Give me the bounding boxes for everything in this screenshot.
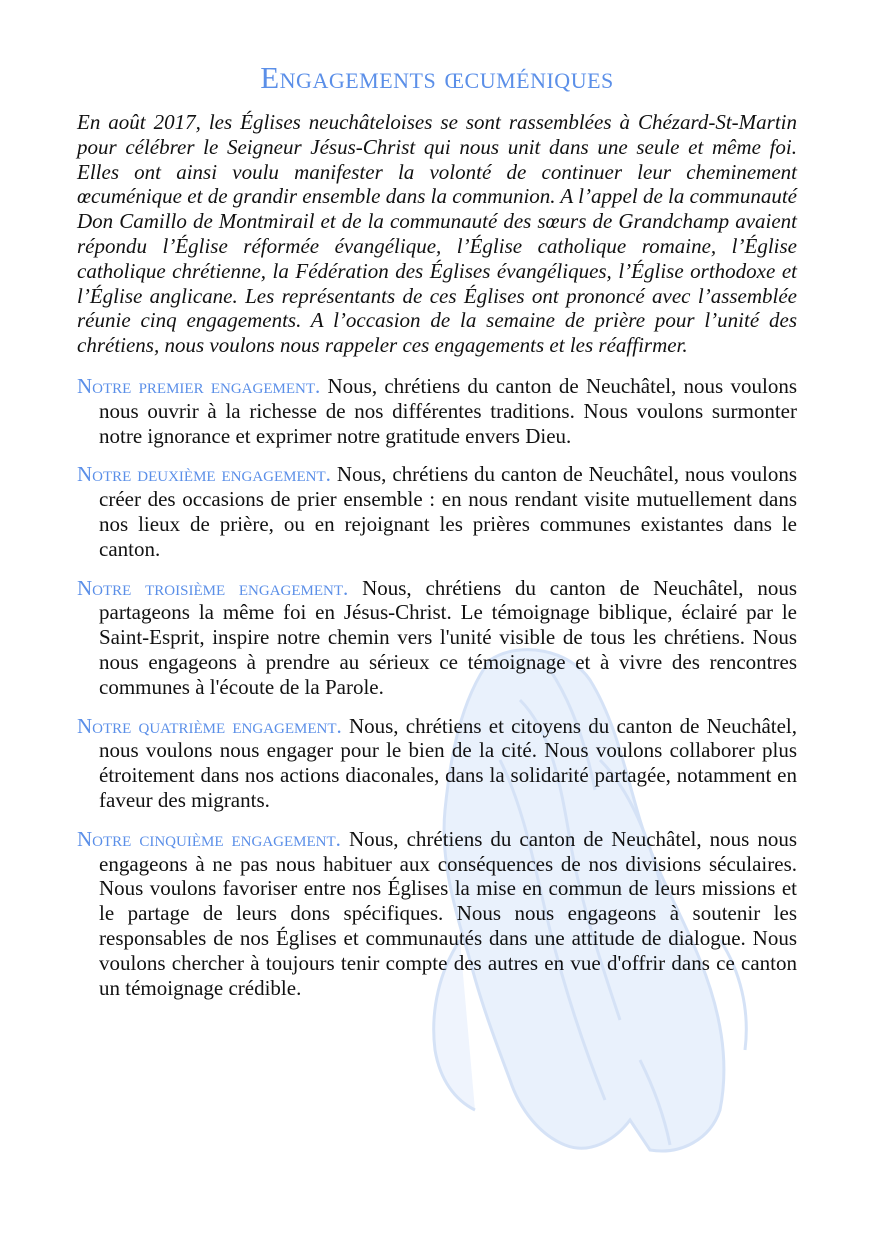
engagement-heading: Notre deuxième engagement.: [77, 462, 331, 487]
engagement-5: [77, 827, 797, 1001]
engagement-2: [77, 462, 797, 561]
engagement-1: [77, 374, 797, 448]
engagement-text: Nous, chrétiens et citoyens du canton de Neuchâtel, nous voulons nous engager pour le bien de la cité. Nous voulons collaborer plus étroitement dans nos actions diaconales, dans la solidarité partagée, notamment en faveur des migrants.: [99, 713, 798, 812]
engagement-3: [77, 576, 797, 700]
document-page: [77, 58, 797, 1014]
engagement-heading: Notre premier engagement.: [77, 373, 321, 398]
engagement-heading: Notre quatrième engagement.: [77, 713, 342, 738]
engagement-4: [77, 714, 797, 813]
engagement-heading: Notre troisième engagement.: [77, 575, 349, 600]
engagement-heading: Notre cinquième engagement.: [77, 826, 341, 851]
intro-paragraph: En août 2017, les Églises neuchâteloises se sont rassemblées à Chézard-St-Martin pour célébrer le Seigneur Jésus-Christ qui nous unit dans une seule et même foi. Elles ont ainsi voulu manifester la volonté de continuer leur cheminement œcuménique et de grandir ensemble dans la communion. A l’appel de la communauté Don Camillo de Montmirail et de la communauté des sœurs de Grandchamp avaient répondu l’Église réformée évangélique, l’Église catholique romaine, l’Église catholique chrétienne, la Fédération des Églises évangéliques, l’Église orthodoxe et l’Église anglicane. Les représentants de ces Églises ont prononcé avec l’assemblée réunie cinq engagements. A l’occasion de la semaine de prière pour l’unité des chrétiens, nous voulons nous rappeler ces engagements et les réaffirmer.: [77, 110, 797, 358]
engagement-text: Nous, chrétiens du canton de Neuchâtel, nous voulons nous ouvrir à la richesse de nos différentes traditions. Nous voulons surmonter notre ignorance et exprimer notre gratitude envers Dieu.: [99, 373, 797, 448]
engagement-text: Nous, chrétiens du canton de Neuchâtel, nous voulons créer des occasions de prier ensemble : en nous rendant visite mutuellement dans nos lieux de prière, ou en rejoignant les prières communes existantes dans le canton.: [99, 462, 797, 561]
engagement-text: Nous, chrétiens du canton de Neuchâtel, nous partageons la même foi en Jésus-Christ. Le témoignage biblique, éclairé par le Saint-Esprit, inspire notre chemin vers l'unité visible de tous les chrétiens. Nous nous engageons à prendre au sérieux ce témoignage et à vivre des rencontres communes à l'écoute de la Parole.: [99, 575, 797, 699]
engagement-text: Nous, chrétiens du canton de Neuchâtel, nous nous engageons à ne pas nous habituer aux conséquences de nos divisions séculaires. Nous voulons favoriser entre nos Églises la mise en commun de leurs missions et le partage de leurs dons spécifiques. Nous nous engageons à soutenir les responsables de nos Églises et communautés dans une attitude de dialogue. Nous voulons chercher à toujours tenir compte des autres en vue d'offrir dans ce canton un témoignage crédible.: [99, 826, 797, 1000]
page-title: Engagements œcuméniques: [260, 60, 614, 95]
